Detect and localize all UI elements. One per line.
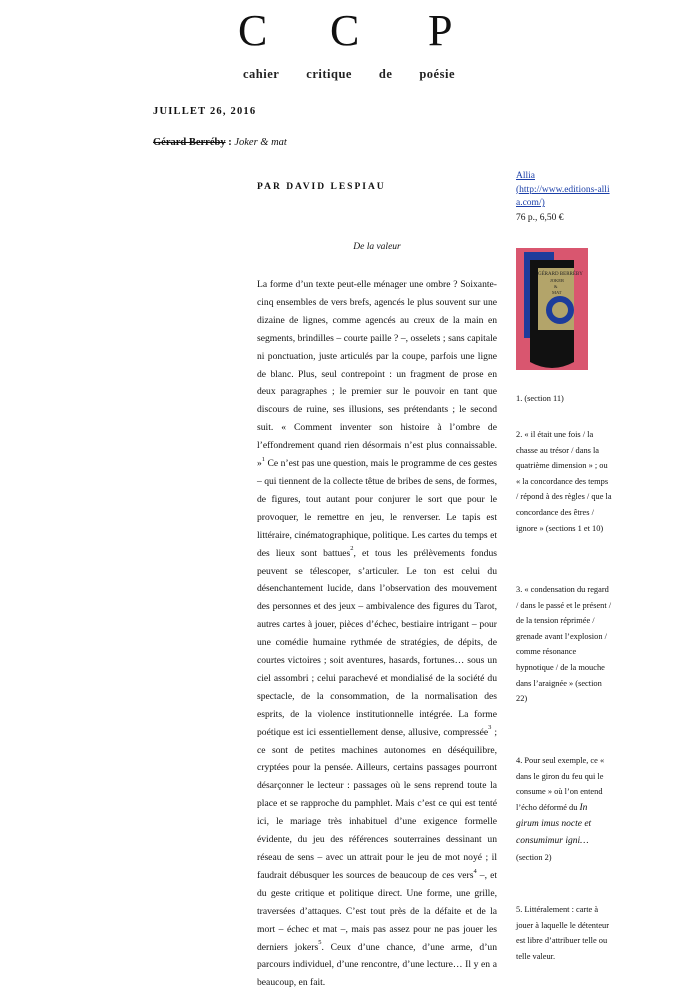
footnote-2 [516,427,612,536]
footnote-text: (section 2) [516,852,552,862]
post-date: JUILLET 26, 2016 [153,106,257,117]
body-segment: Ce n’est pas une question, mais le programme de ces gestes – qui tiennent de la collecte têtue de bribes de sens, de formes, de figures, tout autant pour conjurer le sort que pour le provoquer, le remettre en jeu, le renverser. Le tapis est littéraire, cinématographique, politique. Les cartes du temps et des lieux sont battues [257,458,497,559]
masthead-word: poésie [419,67,455,81]
footnote-text: 1. (section 11) [516,394,564,403]
masthead-letter-p: P [428,6,453,55]
post-title-separator: : [225,137,235,148]
post-author: Gérard Berréby [153,137,226,148]
footnote-ref-2[interactable]: 2 [350,545,354,553]
publication-meta: 76 p., 6,50 € [516,213,564,223]
footnote-text: 2. « il était une fois / la chasse au trésor / dans la quatrième dimension » ; ou « la concordance des temps / répond à des règles / que la concordance des êtres / ignore » (sections 1 et 10) [516,430,612,533]
footnote-citation: In girum imus nocte et consumimur igni… [516,802,592,846]
footnote-ref-4[interactable]: 4 [473,867,477,875]
footnote-ref-1[interactable]: 1 [261,455,266,463]
cover-title-line2: & [554,284,558,289]
cover-title-line1: JOKER [550,278,565,283]
post-title[interactable] [153,137,287,148]
footnote-ref-3[interactable]: 3 [488,724,492,732]
masthead-word: de [378,67,393,81]
article-section-title: De la valeur [353,242,401,252]
body-segment: –, et du geste critique et politique direct. Une forme, une grille, traversées d’attaques. C’est tout près de la défaite et de la mort – échec et mat –, mais pas assez pour ne pas jouer les derniers jokers [257,869,498,953]
masthead-letter-c2: C [330,6,360,55]
book-cover-art [516,248,588,370]
footnote-4 [516,753,612,865]
masthead-subtitle[interactable] [243,67,455,82]
footnote-3 [516,582,612,707]
article-byline: PAR DAVID LESPIAU [257,182,386,192]
masthead-word: cahier [243,67,280,81]
body-segment: . Ceux d’une chance, d’une arme, d’un parcours individuel, d’une rencontre, d’une lecture… Il y en a beaucoup, en fait. [257,941,497,989]
body-segment: , et tous les prélèvements fondus peuvent se télescoper, s’articuler. Le ton est celui du désenchantement lucide, dans l’observation des mouvement des personnes et des jeux – ambivalence des figures du Tarot, autres cartes à jouer, pièces d’échec, bestiaire intrigant – pour une comédie humaine rythmée de stratégies, de dépits, de courtes victoires ; soit aventures, hasards, fortunes… sous un ciel assombri ; celui parachevé et mondialisé de la société du spectacle, de la consommation, de la normalisation des esprits, de la violence institutionnelle intégrée. La forme poétique est ici essentiellement dense, allusive, compressée [257,547,497,738]
masthead-logo[interactable] [238,6,458,55]
footnote-text: 5. Littéralement : carte à jouer à laquelle le détenteur est libre d’attribuer telle ou telle valeur. [516,905,610,961]
body-segment: La forme d’un texte peut-elle ménager une ombre ? Soixante-cinq ensembles de vers brefs, agencés le plus souvent sur une dizaine de lignes, comme agencés au creux de la main en segments, brindilles – courte paille ? –, osselets ; sans capitale ni ponctuation, juste articulés par la coupe, parfois une ligne de blanc. Plus, seul contrepoint : un fragment de prose en deux paragraphes ; le premier sur le pouvoir en tant que discours de ruine, ses illusions, ses prétendants ; le second suit. « Comment inventer son histoire à l’ombre de l’effondrement quand rien désormais n’est plus connaissable. » [257,279,497,470]
footnote-text: 4. Pour seul exemple, ce « dans le giron du feu qui le consume » où l’on entend l’écho déformé du [516,756,605,812]
footnote-5 [516,902,612,964]
cover-title-line3: MAT [552,290,562,295]
publisher-url: (http://www.editions-allia.com/) [516,184,610,208]
cover-author: GÉRARD BERRÉBY [538,272,583,277]
publisher-name: Allia [516,171,535,181]
book-cover-image [516,248,588,370]
post-work-title: Joker & mat [234,137,287,148]
body-segment: ; ce sont de petites machines autonomes en déséquilibre, cryptées pour la pensée. Ailleurs, certains passages pourront désarçonner le lecteur : passages où le sens reprend toute la place et se rapproche du pamphlet. Mais c’est ce qui est tenté ici, le mariage très inhabituel d’une exigence formelle évidente, du jeu des références souterraines dessinant un réseau de sens – avec un attrait pour le jeu de mot noyé ; il faudrait débusquer les sources de beaucoup de ces vers [257,726,497,881]
masthead-letter-c1: C [238,6,268,55]
footnote-1 [516,391,612,407]
publisher-link[interactable] [516,170,612,211]
article-body [257,276,497,992]
footnote-ref-5[interactable]: 5 [318,939,322,947]
masthead-word: critique [306,67,352,81]
footnote-text: 3. « condensation du regard / dans le passé et le présent / de la tension réprimée / grenade avant l’explosion / comme résonance hypnotique / de la mouche dans l’araignée » (section 22) [516,585,612,704]
